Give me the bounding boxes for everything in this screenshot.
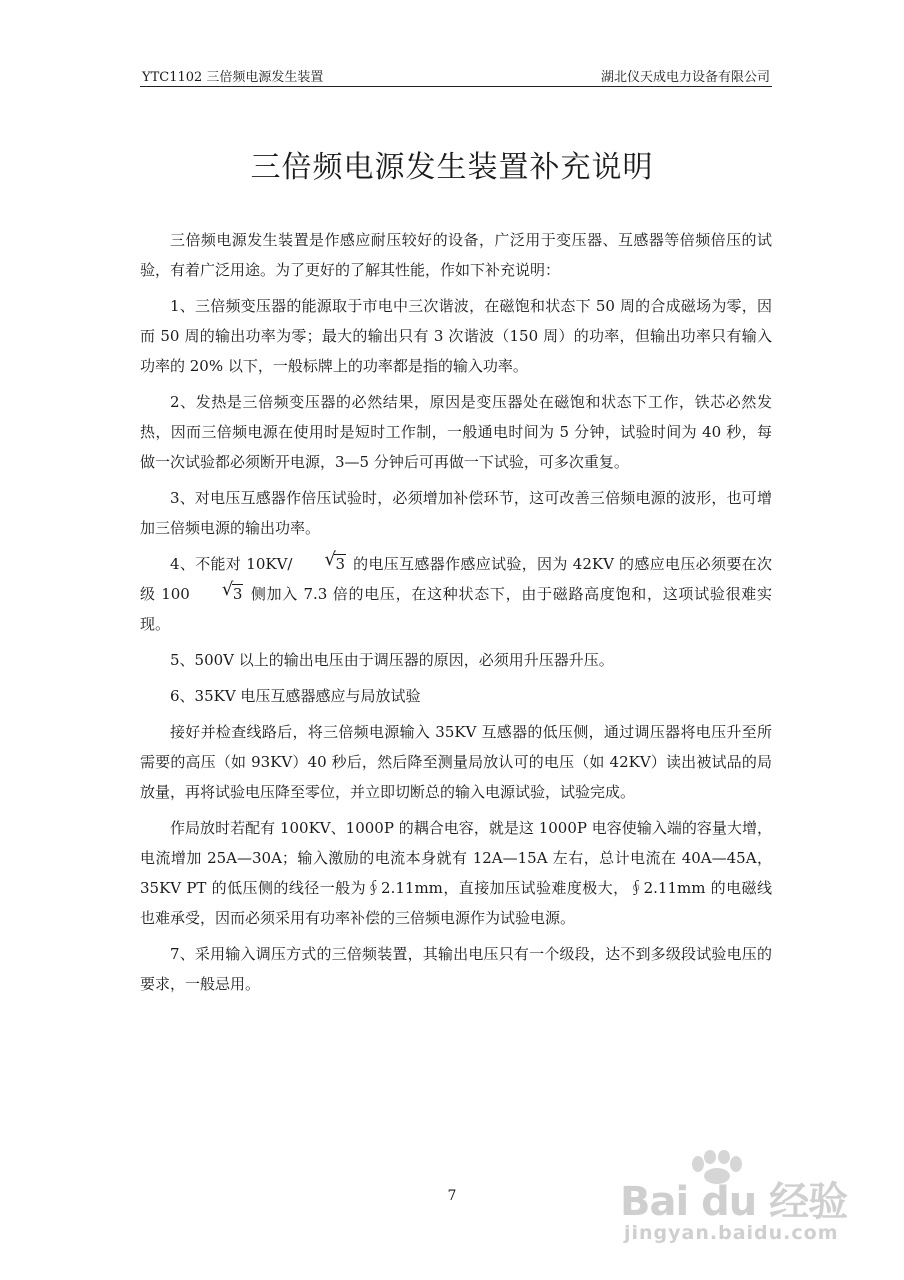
intro-paragraph: 三倍频电源发生装置是作感应耐压较好的设备，广泛用于变压器、互感器等倍频倍压的试验，有着广泛用途。为了更好的了解其性能，作如下补充说明： <box>140 231 772 279</box>
sqrt-radicand: 3 <box>232 585 243 603</box>
paragraph-item-7: 7、采用输入调压方式的三倍频装置，其输出电压只有一个级段，达不到多级段试验电压的要求，一般忌用。 <box>140 945 772 993</box>
sqrt-icon: √ <box>324 549 336 570</box>
watermark-logo-text: Bai du 经验 <box>620 1179 848 1225</box>
paragraph-4-part-c: 侧加入 7.3 倍的电压，在这种状态下，由于磁路高度饱和，这项试验很难实现。 <box>140 585 772 633</box>
watermark-url: jingyan.baidu.com <box>624 1222 839 1244</box>
paragraph-partial-discharge: 作局放时若配有 100KV、1000P 的耦合电容，就是这 1000P 电容使输入端的容量大增，电流增加 25A—30A；输入激励的电流本身就有 12A—15A 左右，总计电流在 40A—45A，35KV PT 的低压侧的线径一般为∮2.11mm，直接加压试验难度极大，∮2.11mm 的电磁线也难承受，因而必须采用有功率补偿的三倍频电源作为试验电源。 <box>140 819 772 927</box>
sqrt-icon: √ <box>221 579 234 600</box>
document-body <box>140 225 772 1005</box>
header-product-name: YTC1102 三倍频电源发生装置 <box>142 70 324 85</box>
paragraph-item-4 <box>140 549 772 639</box>
page-header <box>140 64 772 87</box>
sqrt-expression <box>192 579 244 609</box>
paragraph-4-part-b: 的电压互感器作感应试验，因为 42KV 的感应电压必须要在次级 100 <box>140 555 772 603</box>
baidu-jingyan-watermark <box>620 1150 860 1250</box>
paragraph-procedure: 接好并检查线路后，将三倍频电源输入 35KV 互感器的低压侧，通过调压器将电压升至所需要的高压（如 93KV）40 秒后，然后降至测量局放认可的电压（如 42KV）读出被试品的局放量，再将试验电压降至零位，并立即切断总的输入电源试验，试验完成。 <box>140 723 772 801</box>
paragraph-item-3: 3、对电压互感器作倍压试验时，必须增加补偿环节，这可改善三倍频电源的波形，也可增加三倍频电源的输出功率。 <box>140 489 772 537</box>
page-number: 7 <box>447 1188 457 1204</box>
sqrt-expression <box>294 549 346 579</box>
paragraph-item-5: 5、500V 以上的输出电压由于调压器的原因，必须用升压器升压。 <box>170 651 614 669</box>
paragraph-item-6-heading: 6、35KV 电压互感器感应与局放试验 <box>170 687 421 705</box>
paragraph-item-2: 2、发热是三倍频变压器的必然结果，原因是变压器处在磁饱和状态下工作，铁芯必然发热，因而三倍频电源在使用时是短时工作制，一般通电时间为 5 分钟，试验时间为 40 秒，每做一次试验都必须断开电源，3—5 分钟后可再做一下试验，可多次重复。 <box>140 393 772 471</box>
header-company-name: 湖北仪天成电力设备有限公司 <box>600 70 770 85</box>
document-title: 三倍频电源发生装置补充说明 <box>250 150 654 185</box>
paragraph-4-part-a: 4、不能对 10KV/ <box>170 555 293 573</box>
paragraph-item-1: 1、三倍频变压器的能源取于市电中三次谐波，在磁饱和状态下 50 周的合成磁场为零，因而 50 周的输出功率为零；最大的输出只有 3 次谐波（150 周）的功率，但输出功率只有输入功率的 20% 以下，一般标牌上的功率都是指的输入功率。 <box>140 297 772 375</box>
sqrt-radicand: 3 <box>335 555 346 573</box>
